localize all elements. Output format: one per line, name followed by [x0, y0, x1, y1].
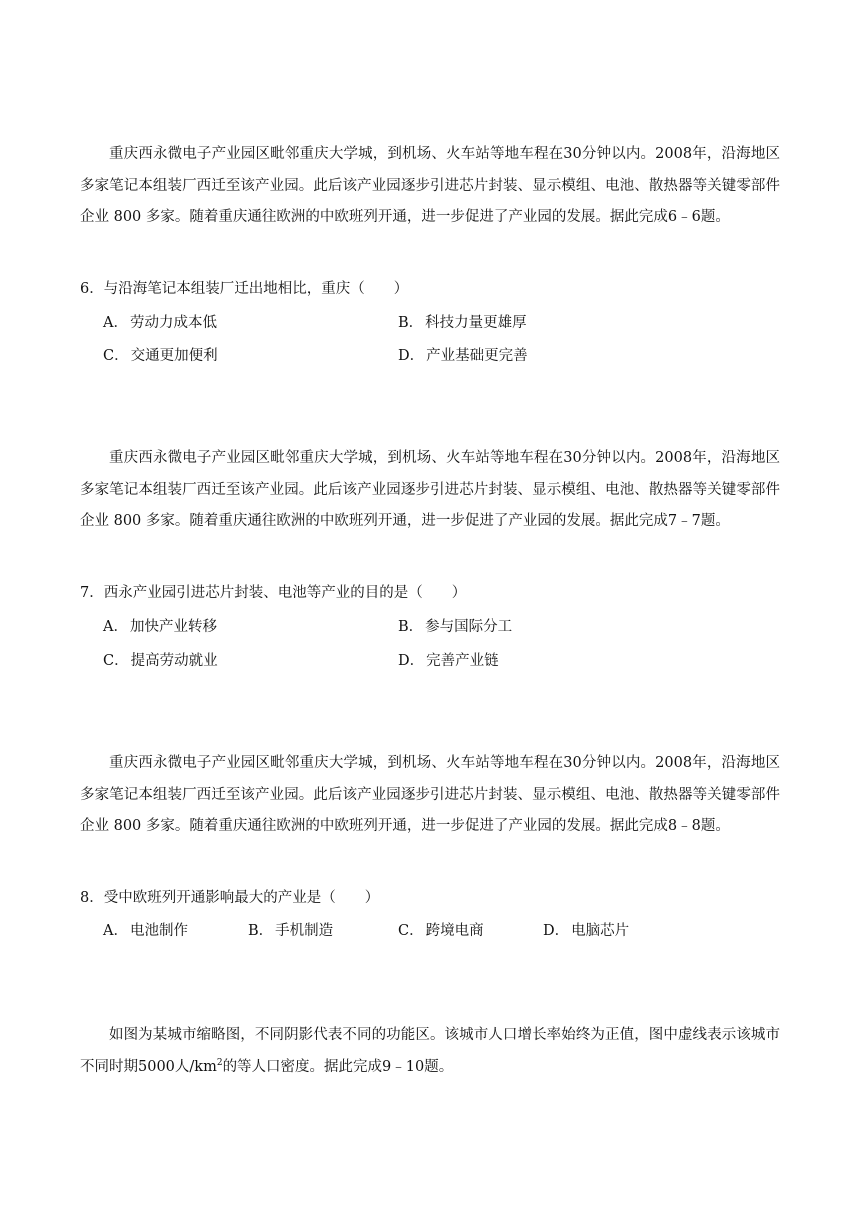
question-7-stem: 7．西永产业园引进芯片封装、电池等产业的目的是（ ） [80, 585, 467, 601]
option-text: 电脑芯片 [571, 923, 630, 939]
option-label: D． [398, 348, 425, 364]
option-label: A． [103, 923, 128, 939]
option-label: A． [103, 315, 128, 331]
option-text: 提高劳动就业 [130, 653, 218, 669]
option-text: 完善产业链 [426, 653, 499, 669]
passage-4 [80, 1020, 780, 1083]
option-label: C． [398, 923, 424, 939]
option-text: 科技力量更雄厚 [425, 315, 527, 331]
option-text: 参与国际分工 [425, 619, 513, 635]
question-8-option-b[interactable] [248, 920, 333, 942]
question-8-option-a[interactable] [103, 920, 188, 942]
question-8-option-d[interactable] [543, 920, 629, 942]
question-7-option-a[interactable] [103, 616, 217, 638]
option-label: B． [398, 315, 424, 331]
passage-1: 重庆西永微电子产业园区毗邻重庆大学城，到机场、火车站等地车程在30分钟以内。2008年，沿海地区多家笔记本组装厂西迁至该产业园。此后该产业园逐步引进芯片封装、显示模组、电池、散热器等关键零部件企业 800 多家。随着重庆通往欧洲的中欧班列开通，进一步促进了产业园的发展。据此完成6﹣6题。 [80, 146, 780, 225]
option-label: B． [248, 923, 274, 939]
question-8-option-c[interactable] [398, 920, 484, 942]
question-6-option-b[interactable] [398, 312, 527, 334]
option-label: C． [103, 653, 129, 669]
option-text: 交通更加便利 [130, 348, 218, 364]
question-6-stem: 6．与沿海笔记本组装厂迁出地相比，重庆（ ） [80, 281, 409, 297]
option-text: 加快产业转移 [129, 619, 217, 635]
option-text: 电池制作 [129, 923, 188, 939]
passage-3: 重庆西永微电子产业园区毗邻重庆大学城，到机场、火车站等地车程在30分钟以内。2008年，沿海地区多家笔记本组装厂西迁至该产业园。此后该产业园逐步引进芯片封装、显示模组、电池、散热器等关键零部件企业 800 多家。随着重庆通往欧洲的中欧班列开通，进一步促进了产业园的发展。据此完成8﹣8题。 [80, 755, 780, 834]
question-6-option-a[interactable] [103, 312, 217, 334]
option-label: B． [398, 619, 424, 635]
passage-4-text: 如图为某城市缩略图，不同阴影代表不同的功能区。该城市人口增长率始终为正值，图中虚线表示该城市不同时期5000人/km [80, 1027, 780, 1075]
question-7-option-c[interactable] [103, 650, 218, 672]
passage-2: 重庆西永微电子产业园区毗邻重庆大学城，到机场、火车站等地车程在30分钟以内。2008年，沿海地区多家笔记本组装厂西迁至该产业园。此后该产业园逐步引进芯片封装、显示模组、电池、散热器等关键零部件企业 800 多家。随着重庆通往欧洲的中欧班列开通，进一步促进了产业园的发展。据此完成7﹣7题。 [80, 450, 780, 529]
option-label: C． [103, 348, 129, 364]
option-text: 劳动力成本低 [129, 315, 217, 331]
question-7-option-b[interactable] [398, 616, 512, 638]
superscript-2: 2 [216, 1057, 223, 1068]
question-7-option-d[interactable] [398, 650, 499, 672]
option-text: 手机制造 [275, 923, 334, 939]
option-label: D． [398, 653, 425, 669]
question-6-option-c[interactable] [103, 345, 218, 367]
question-8-stem: 8．受中欧班列开通影响最大的产业是（ ） [80, 890, 380, 906]
option-label: D． [543, 923, 570, 939]
option-text: 跨境电商 [425, 923, 484, 939]
passage-4-text-end: 的等人口密度。据此完成9﹣10题。 [222, 1058, 454, 1075]
option-label: A． [103, 619, 128, 635]
question-6-option-d[interactable] [398, 345, 528, 367]
option-text: 产业基础更完善 [426, 348, 528, 364]
